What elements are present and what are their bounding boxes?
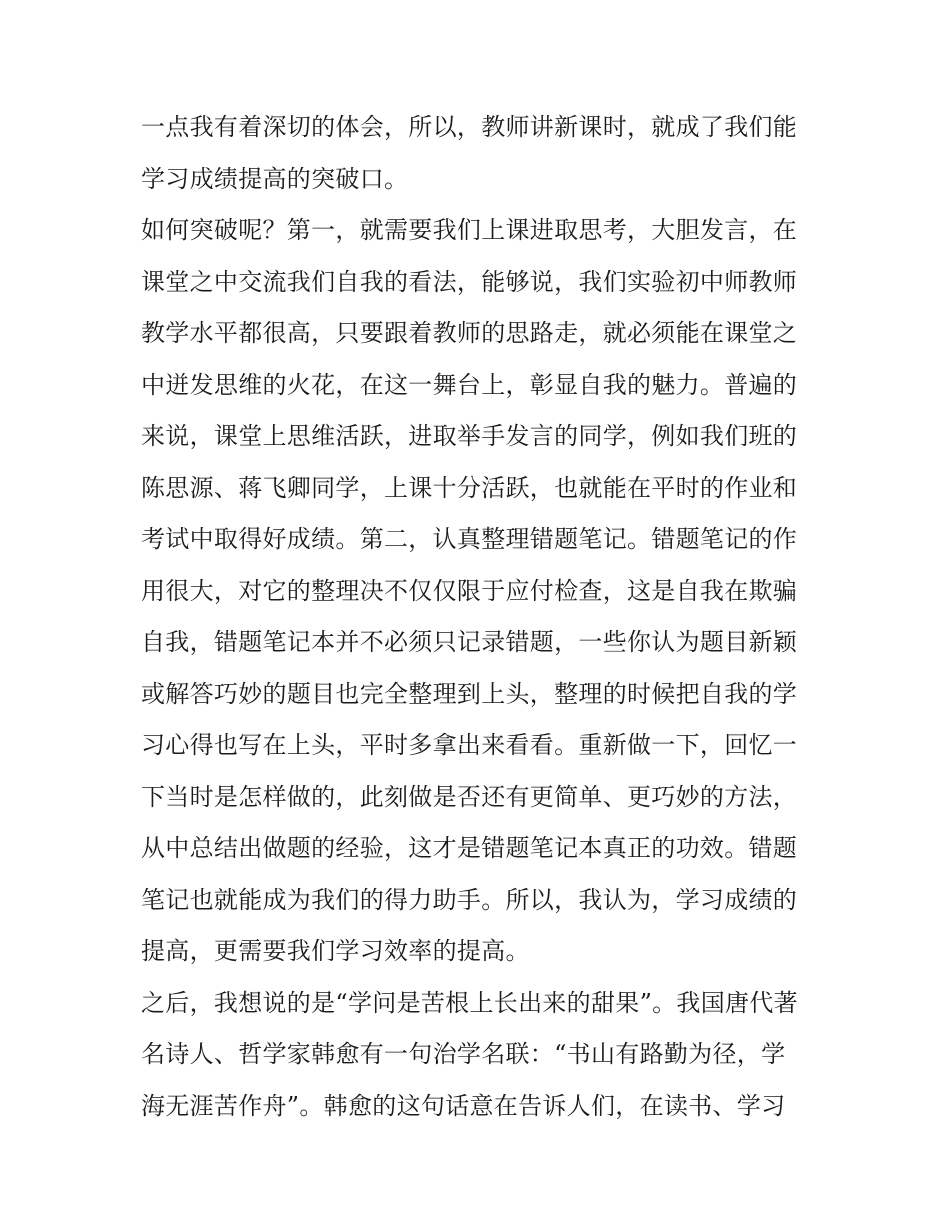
text-line: 课堂之中交流我们自我的看法，能够说，我们实验初中师教师 bbox=[141, 267, 798, 296]
text-line: 如何突破呢？第一，就需要我们上课进取思考，大胆发言，在 bbox=[141, 216, 798, 244]
text-line: 笔记也就能成为我们的得力助手。所以，我认为，学习成绩的 bbox=[141, 885, 798, 914]
text-line: 之后，我想说的是“学问是苦根上长出来的甜果”。我国唐代著 bbox=[141, 988, 798, 1017]
text-line: 名诗人、哲学家韩愈有一句治学名联：“书山有路勤为径，学 bbox=[141, 1040, 786, 1068]
text-line: 海无涯苦作舟”。韩愈的这句话意在告诉人们，在读书、学习 bbox=[141, 1091, 786, 1120]
text-line: 教学水平都很高，只要跟着教师的思路走，就必须能在课堂之 bbox=[141, 319, 798, 347]
text-line: 一点我有着深切的体会，所以，教师讲新课时，就成了我们能 bbox=[141, 113, 798, 141]
body-text bbox=[141, 102, 821, 1132]
text-line: 自我，错题笔记本并不必须只记录错题，一些你认为题目新颖 bbox=[141, 628, 798, 656]
text-line: 或解答巧妙的题目也完全整理到上头，整理的时候把自我的学 bbox=[141, 679, 798, 708]
text-line: 提高，更需要我们学习效率的提高。 bbox=[141, 937, 530, 965]
text-line: 中迸发思维的火花，在这一舞台上，彰显自我的魅力。普遍的 bbox=[141, 370, 798, 399]
text-line: 考试中取得好成绩。第二，认真整理错题笔记。错题笔记的作 bbox=[141, 525, 798, 553]
text-line: 来说，课堂上思维活跃，进取举手发言的同学，例如我们班的 bbox=[141, 422, 798, 450]
text-line: 陈思源、蒋飞卿同学，上课十分活跃，也就能在平时的作业和 bbox=[141, 473, 798, 502]
text-line: 从中总结出做题的经验，这才是错题笔记本真正的功效。错题 bbox=[141, 834, 798, 862]
text-line: 习心得也写在上头，平时多拿出来看看。重新做一下，回忆一 bbox=[141, 731, 798, 759]
text-line: 下当时是怎样做的，此刻做是否还有更简单、更巧妙的方法， bbox=[141, 782, 798, 811]
text-line: 用很大，对它的整理决不仅仅限于应付检查，这是自我在欺骗 bbox=[141, 576, 798, 605]
text-line: 学习成绩提高的突破口。 bbox=[141, 164, 409, 193]
